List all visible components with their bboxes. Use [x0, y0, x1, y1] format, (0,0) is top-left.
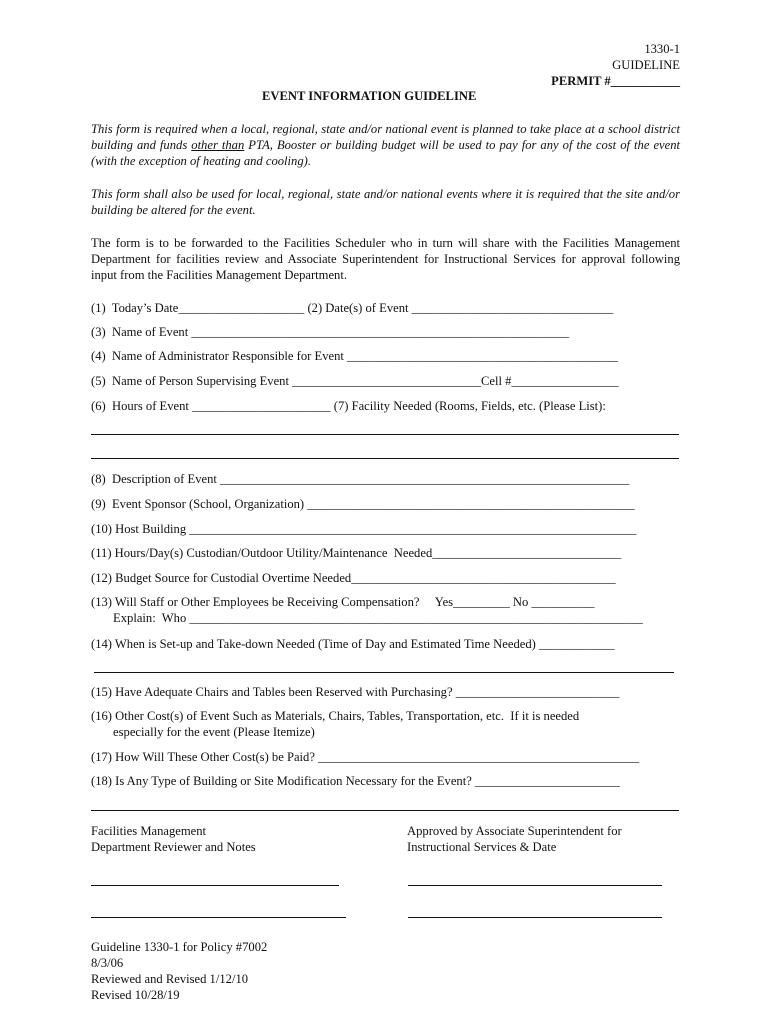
field-event-name[interactable]: (3) Name of Event ____________________________________________________________	[91, 325, 570, 339]
page-title: EVENT INFORMATION GUIDELINE	[262, 89, 477, 103]
field-compensation[interactable]: (13) Will Staff or Other Employees be Receiving Compensation? Yes_________ No __________	[91, 595, 595, 609]
intro-paragraph-2: This form shall also be used for local, regional, state and/or national events where it is required that the site and/or building be altered for the event.	[91, 187, 680, 217]
footer-revised: Revised 10/28/19	[91, 988, 180, 1002]
signature-left-label-1: Facilities Management	[91, 824, 207, 838]
permit-field[interactable]: PERMIT #___________	[551, 74, 680, 88]
signature-line-left[interactable]	[91, 885, 339, 886]
signature-right-label-2: Instructional Services & Date	[407, 840, 557, 854]
field-supervisor[interactable]: (5) Name of Person Supervising Event ______________________________Cell #_________________	[91, 374, 619, 388]
doc-number: 1330-1	[644, 42, 680, 56]
signature-line-right[interactable]	[408, 917, 662, 918]
intro-paragraph-3: The form is to be forwarded to the Facilities Scheduler who in turn will share with the Facilities Management Department for facilities review and Associate Superintendent for Instructional Services for approval following input from the Facilities Management Department.	[91, 236, 680, 282]
field-other-costs[interactable]: (16) Other Cost(s) of Event Such as Materials, Chairs, Tables, Transportation, etc. If it is needed	[91, 709, 580, 723]
doc-type: GUIDELINE	[612, 58, 680, 72]
field-description[interactable]: (8) Description of Event _________________________________________________________________	[91, 472, 630, 486]
signature-line-right[interactable]	[408, 885, 662, 886]
field-sponsor[interactable]: (9) Event Sponsor (School, Organization) ____________________________________________________	[91, 497, 635, 511]
footer-date: 8/3/06	[91, 956, 124, 970]
signature-right-label-1: Approved by Associate Superintendent for	[407, 824, 622, 838]
field-setup-takedown[interactable]: (14) When is Set-up and Take-down Needed (Time of Day and Estimated Time Needed) ____________	[91, 637, 615, 651]
footer-guideline: Guideline 1330-1 for Policy #7002	[91, 940, 268, 954]
field-custodian-hours[interactable]: (11) Hours/Day(s) Custodian/Outdoor Utility/Maintenance Needed______________________________	[91, 546, 622, 560]
field-cost-payment[interactable]: (17) How Will These Other Cost(s) be Paid? ___________________________________________________	[91, 750, 640, 764]
field-hours-facility[interactable]: (6) Hours of Event ______________________ (7) Facility Needed (Rooms, Fields, etc. (Please List):	[91, 399, 606, 413]
blank-line[interactable]	[91, 434, 679, 435]
blank-line[interactable]	[94, 672, 674, 673]
field-chairs-tables[interactable]: (15) Have Adequate Chairs and Tables been Reserved with Purchasing? __________________________	[91, 685, 620, 699]
footer-reviewed: Reviewed and Revised 1/12/10	[91, 972, 249, 986]
field-administrator[interactable]: (4) Name of Administrator Responsible for Event ___________________________________________	[91, 349, 618, 363]
blank-line[interactable]	[91, 810, 679, 811]
signature-line-left[interactable]	[91, 917, 346, 918]
field-compensation-explain[interactable]: Explain: Who ________________________________________________________________________	[91, 611, 643, 625]
field-site-modification[interactable]: (18) Is Any Type of Building or Site Modification Necessary for the Event? _______________________	[91, 774, 620, 788]
signature-left-label-2: Department Reviewer and Notes	[91, 840, 256, 854]
intro-paragraph-1: This form is required when a local, regional, state and/or national event is planned to take place at a school district building and funds other than PTA, Booster or building budget will be used to pay for any of the cost of the event (with the exception of heating and cooling).	[91, 122, 681, 168]
field-dates[interactable]: (1) Today’s Date____________________ (2) Date(s) of Event ________________________________	[91, 301, 614, 315]
field-other-costs-itemize: especially for the event (Please Itemize)	[91, 725, 315, 739]
field-budget-source[interactable]: (12) Budget Source for Custodial Overtime Needed__________________________________________	[91, 571, 616, 585]
field-host-building[interactable]: (10) Host Building _______________________________________________________________________	[91, 522, 637, 536]
blank-line[interactable]	[91, 458, 679, 459]
